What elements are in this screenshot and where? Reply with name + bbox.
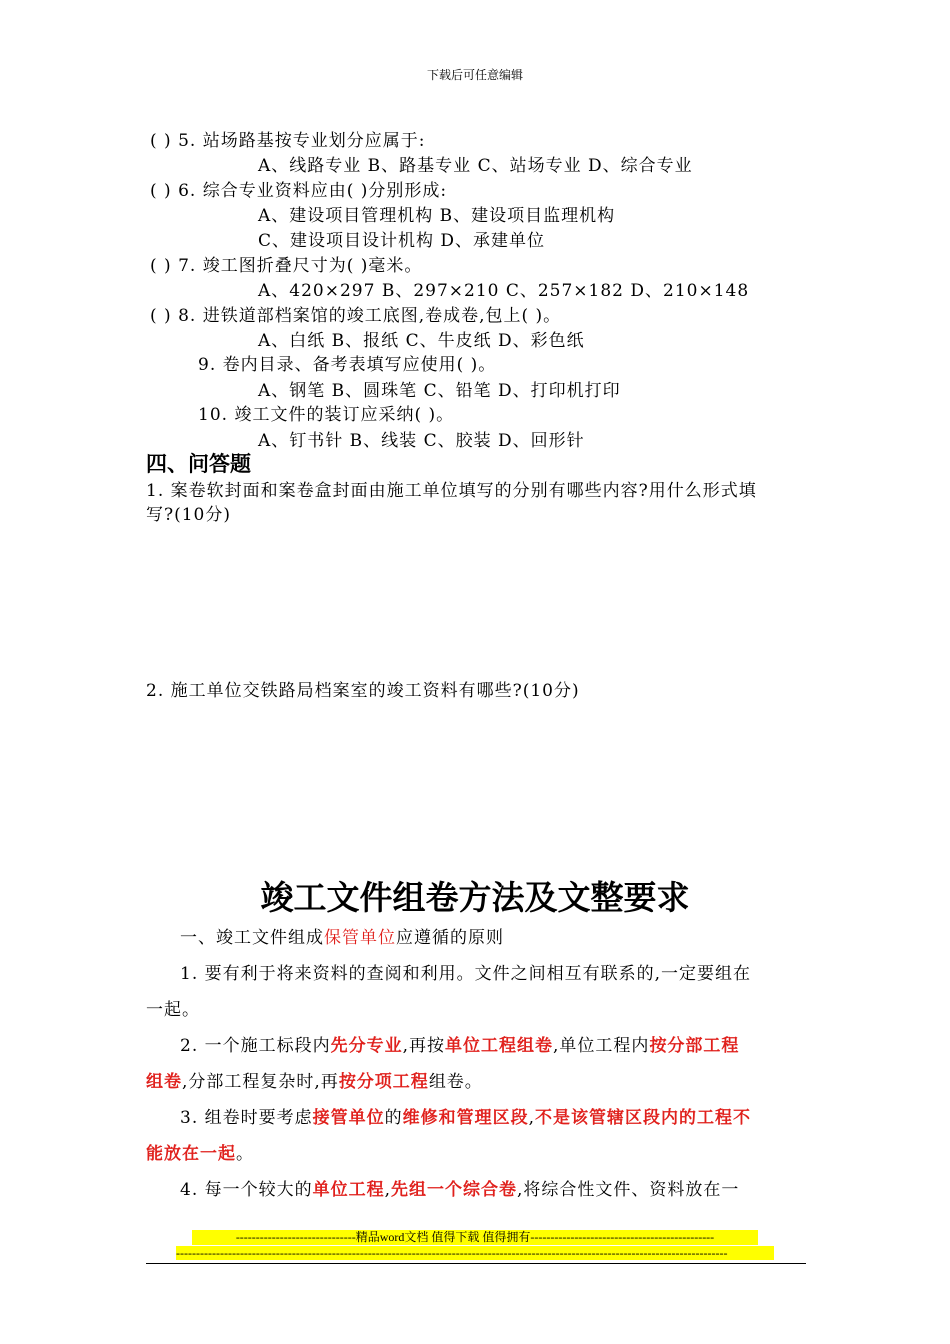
question-8-options: A、白纸 B、报纸 C、牛皮纸 D、彩色纸	[258, 331, 585, 351]
essay-question-2: 2. 施工单位交铁路局档案室的竣工资料有哪些?(10分)	[146, 681, 580, 701]
highlight-text: 单位工程组卷	[445, 1036, 554, 1056]
article-principle-heading	[180, 923, 504, 948]
text-segment: ,单位工程内	[553, 1036, 650, 1056]
question-8: ( ) 8. 进铁道部档案馆的竣工底图,卷成卷,包上( )。	[150, 306, 562, 326]
highlight-text: 单位工程	[312, 1180, 385, 1200]
text-segment: ,再按	[402, 1036, 446, 1056]
article-point-3-cont	[146, 1139, 254, 1164]
highlight-text: 维修和管理区段	[402, 1108, 529, 1128]
article-point-4	[180, 1175, 739, 1200]
footer-divider-text: ------------------------------------------------------------------------------------------------------------------------------------------	[176, 1246, 774, 1260]
text-segment: 一、竣工文件组成	[180, 928, 324, 948]
highlight-text: 按分项工程	[338, 1072, 429, 1092]
text-segment: 2. 一个施工标段内	[180, 1036, 331, 1056]
question-6-options-2: C、建设项目设计机构 D、承建单位	[258, 231, 546, 251]
question-9-options: A、钢笔 B、圆珠笔 C、铅笔 D、打印机打印	[258, 381, 621, 401]
question-5: ( ) 5. 站场路基按专业划分应属于:	[150, 131, 426, 151]
text-segment: ,分部工程复杂时,再	[182, 1072, 339, 1092]
question-6: ( ) 6. 综合专业资料应由( )分别形成:	[150, 181, 448, 201]
essay-question-1: 1. 案卷软封面和案卷盒封面由施工单位填写的分别有哪些内容?用什么形式填	[146, 481, 757, 501]
question-6-options: A、建设项目管理机构 B、建设项目监理机构	[258, 206, 616, 226]
article-point-2-cont	[146, 1067, 483, 1092]
question-7-options: A、420×297 B、297×210 C、257×182 D、210×148	[258, 281, 750, 301]
question-5-options: A、线路专业 B、路基专业 C、站场专业 D、综合专业	[258, 156, 693, 176]
highlight-text: 能放在一起	[146, 1144, 236, 1164]
highlight-text: 按分部工程	[649, 1036, 740, 1056]
question-10: 10. 竣工文件的装订应采纳( )。	[198, 405, 455, 425]
footer-rule	[146, 1263, 806, 1264]
text-segment: ,	[528, 1108, 536, 1128]
text-segment: 的	[384, 1108, 403, 1128]
article-point-1: 1. 要有利于将来资料的查阅和利用。文件之间相互有联系的,一定要组在	[180, 964, 752, 984]
highlight-text: 先组一个综合卷	[391, 1180, 518, 1200]
question-7: ( ) 7. 竣工图折叠尺寸为( )毫米。	[150, 256, 423, 276]
highlight-text: 保管单位	[324, 928, 396, 948]
footer-banner: ------------------------------精品word文档 值得下载 值得拥有----------------------------------------------	[192, 1230, 758, 1245]
article-point-1-cont: 一起。	[146, 1000, 200, 1020]
article-title: 竣工文件组卷方法及文整要求	[260, 878, 690, 917]
text-segment: ,将综合性文件、资料放在一	[517, 1180, 740, 1200]
text-segment: 3. 组卷时要考虑	[180, 1108, 313, 1128]
page-header: 下载后可任意编辑	[426, 68, 523, 82]
question-9: 9. 卷内目录、备考表填写应使用( )。	[198, 355, 497, 375]
article-point-2	[180, 1031, 739, 1056]
text-segment: 组卷。	[428, 1072, 483, 1092]
text-segment: 应遵循的原则	[396, 928, 504, 948]
essay-question-1-cont: 写?(10分)	[146, 505, 232, 525]
highlight-text: 接管单位	[312, 1108, 385, 1128]
text-segment: ,	[384, 1180, 392, 1200]
article-point-3	[180, 1103, 751, 1128]
question-10-options: A、钉书针 B、线装 C、胶装 D、回形针	[258, 431, 585, 451]
highlight-text: 组卷	[146, 1072, 182, 1092]
text-segment: 。	[236, 1144, 254, 1164]
text-segment: 4. 每一个较大的	[180, 1180, 313, 1200]
highlight-text: 先分专业	[330, 1036, 403, 1056]
section-heading: 四、问答题	[146, 452, 251, 476]
highlight-text: 不是该管辖区段内的工程不	[535, 1108, 752, 1128]
